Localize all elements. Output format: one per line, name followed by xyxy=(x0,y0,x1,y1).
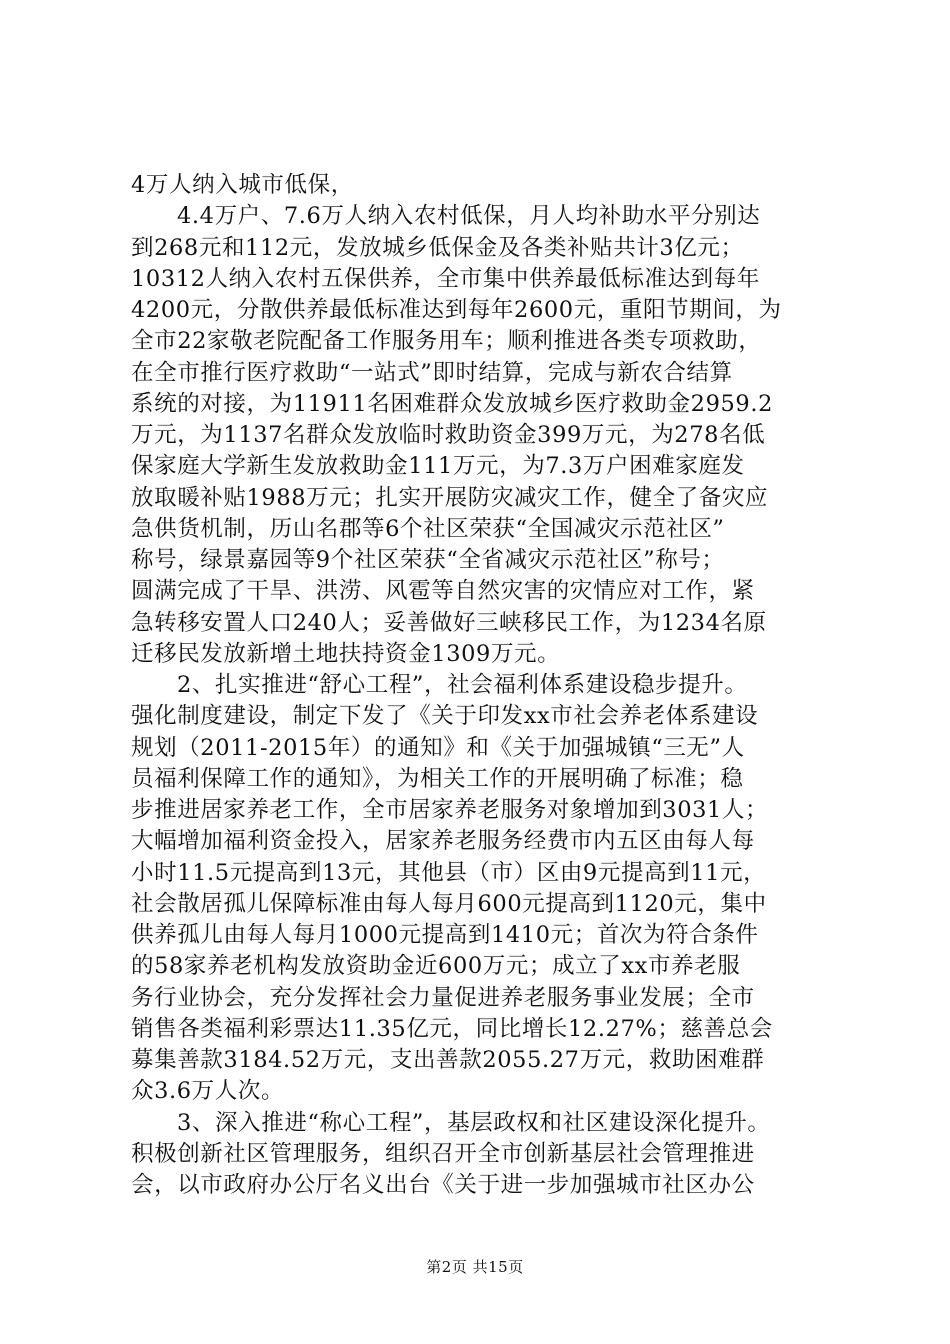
page-number-footer: 第2页 共15页 xyxy=(426,1258,524,1276)
text-line: 急供货机制，历山名郡等6个社区荣获“全国减灾示范社区” xyxy=(131,515,725,542)
text-line: 大幅增加福利资金投入，居家养老服务经费市内五区由每人每 xyxy=(131,828,755,855)
text-line: 10312人纳入农村五保供养，全市集中供养最低标准达到每年 xyxy=(131,265,760,292)
text-line: 社会散居孤儿保障标准由每人每月600元提高到1120元，集中 xyxy=(131,890,767,917)
text-line: 急转移安置人口240人；妥善做好三峡移民工作，为1234名原 xyxy=(131,609,767,636)
text-line: 募集善款3184.52万元，支出善款2055.27万元，救助困难群 xyxy=(131,1047,765,1073)
text-line: 全市22家敬老院配备工作服务用车；顺利推进各类专项救助， xyxy=(131,328,762,355)
text-line: 圆满完成了干旱、洪涝、风雹等自然灾害的灾情应对工作，紧 xyxy=(131,578,755,605)
text-line: 4.4万户、7.6万人纳入农村低保，月人均补助水平分别达 xyxy=(177,203,761,230)
text-line: 系统的对接，为11911名困难群众发放城乡医疗救助金2959.2 xyxy=(131,390,774,417)
text-line: 供养孤儿由每人每月1000元提高到1410元；首次为符合条件 xyxy=(131,922,759,948)
text-line: 会，以市政府办公厅名义出台《关于进一步加强城市社区办公 xyxy=(131,1172,755,1198)
text-line: 保家庭大学新生发放救助金111万元，为7.3万户困难家庭发 xyxy=(131,453,745,480)
text-line: 强化制度建设，制定下发了《关于印发xx市社会养老体系建设 xyxy=(131,703,759,730)
text-line: 规划（2011-2015年）的通知》和《关于加强城镇“三无”人 xyxy=(131,734,745,761)
section-heading: 3、深入推进“称心工程”，基层政权和社区建设深化提升。 xyxy=(177,1109,771,1136)
text-line: 务行业协会，充分发挥社会力量促进养老服务事业发展；全市 xyxy=(131,984,755,1011)
section-heading: 2、扎实推进“舒心工程”，社会福利体系建设稳步提升。 xyxy=(177,672,748,698)
text-line: 在全市推行医疗救助“一站式”即时结算，完成与新农合结算 xyxy=(131,359,733,386)
text-line: 步推进居家养老工作，全市居家养老服务对象增加到3031人； xyxy=(131,797,769,823)
text-line: 员福利保障工作的通知》，为相关工作的开展明确了标准；稳 xyxy=(131,765,744,792)
text-line: 众3.6万人次。 xyxy=(131,1078,285,1105)
text-line: 4万人纳入城市低保， xyxy=(131,172,354,198)
text-line: 销售各类福利彩票达11.35亿元，同比增长12.27%；慈善总会 xyxy=(131,1015,773,1042)
text-line: 称号，绿景嘉园等9个社区荣获“全省减灾示范社区”称号； xyxy=(131,547,725,573)
text-line: 小时11.5元提高到13元，其他县（市）区由9元提高到11元， xyxy=(131,859,767,886)
text-line: 4200元，分散供养最低标准达到每年2600元，重阳节期间，为 xyxy=(131,297,782,323)
text-line: 万元，为1137名群众发放临时救助资金399万元，为278名低 xyxy=(131,422,766,448)
text-line: 到268元和112元，发放城乡低保金及各类补贴共计3亿元； xyxy=(131,234,744,261)
text-line: 的58家养老机构发放资助金近600万元；成立了xx市养老服 xyxy=(131,953,741,980)
body-text xyxy=(131,170,831,1201)
text-line: 放取暖补贴1988万元；扎实开展防灾减灾工作，健全了备灾应 xyxy=(131,484,769,511)
text-line: 积极创新社区管理服务，组织召开全市创新基层社会管理推进 xyxy=(131,1140,755,1167)
text-line: 迁移民发放新增土地扶持资金1309万元。 xyxy=(131,640,561,667)
